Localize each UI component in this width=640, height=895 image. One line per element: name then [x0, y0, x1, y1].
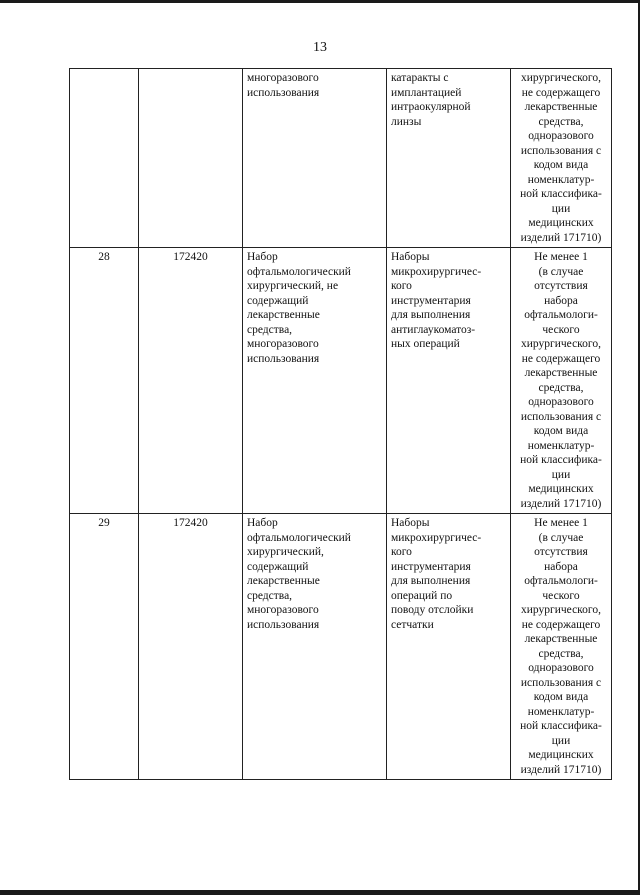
- cell-text-line: многоразового: [247, 604, 319, 616]
- cell-text-line: набора: [544, 294, 578, 307]
- cell-text-line: ции: [551, 202, 571, 215]
- cell-text-line: многоразового: [247, 72, 319, 84]
- cell-text-line: кого: [391, 546, 412, 558]
- cell-text-line: ции: [551, 468, 571, 481]
- quantity-cell: [511, 248, 612, 514]
- cell-text-line: хирургического,: [521, 604, 601, 616]
- cell-text-line: использования с: [520, 144, 602, 157]
- cell-text-line: кодом вида: [533, 159, 589, 171]
- cell-text-line: кого: [391, 280, 412, 292]
- table-row: [70, 69, 612, 248]
- row-number-cell: 28: [70, 248, 139, 514]
- row-number-cell: [70, 69, 139, 248]
- cell-text-line: изделий 171710): [520, 763, 602, 776]
- cell-text-line: ческого: [542, 589, 580, 602]
- cell-text-line: антиглаукоматоз-: [391, 323, 476, 336]
- device-name-cell: [243, 69, 387, 248]
- cell-text-line: отсутствия: [534, 280, 588, 292]
- cell-text-line: содержащий: [247, 560, 309, 573]
- cell-text-line: хирургический,: [247, 546, 324, 558]
- cell-text-line: медицинских: [528, 749, 594, 761]
- cell-text-line: (в случае: [538, 531, 584, 544]
- cell-text-line: Не менее 1: [534, 251, 588, 263]
- cell-text-line: средства,: [538, 115, 584, 128]
- cell-text-line: номенклатур-: [527, 705, 595, 718]
- cell-text-line: катаракты с: [391, 72, 449, 84]
- cell-text-line: (в случае: [538, 265, 584, 278]
- cell-text-line: многоразового: [247, 338, 319, 350]
- cell-text-line: инструментария: [391, 560, 471, 573]
- cell-text-line: изделий 171710): [520, 231, 602, 244]
- cell-text-line: Набор: [247, 251, 278, 263]
- cell-text-line: Наборы: [391, 251, 430, 263]
- cell-text-line: ции: [551, 734, 571, 747]
- cell-text-line: хирургического,: [521, 72, 601, 84]
- cell-text-line: Не менее 1: [534, 517, 588, 529]
- cell-text-line: офтальмологи-: [524, 309, 598, 321]
- cell-text-line: для выполнения: [391, 309, 471, 321]
- cell-text-line: для выполнения: [391, 575, 471, 587]
- cell-text-line: хирургический, не: [247, 280, 339, 292]
- cell-text-line: средства,: [247, 323, 293, 336]
- cell-text-line: средства,: [538, 381, 584, 394]
- device-name-cell: [243, 248, 387, 514]
- cell-text-line: офтальмологический: [247, 265, 351, 278]
- cell-text-line: средства,: [538, 647, 584, 660]
- row-number-cell: 29: [70, 514, 139, 780]
- quantity-cell: [511, 69, 612, 248]
- table-row: [70, 514, 612, 780]
- device-type-cell: [387, 514, 511, 780]
- cell-text-line: не содержащего: [521, 352, 601, 365]
- cell-text-line: медицинских: [528, 217, 594, 229]
- cell-text-line: ной классифика-: [520, 720, 602, 732]
- device-code-cell: [139, 69, 243, 248]
- cell-text-line: использования с: [520, 410, 602, 423]
- cell-text-line: изделий 171710): [520, 497, 602, 510]
- cell-text-line: средства,: [247, 589, 293, 602]
- cell-text-line: одноразового: [528, 396, 594, 408]
- cell-text-line: ной классифика-: [520, 454, 602, 466]
- cell-text-line: операций по: [391, 589, 453, 602]
- cell-text-line: использования: [247, 352, 320, 365]
- cell-text-line: лекарственные: [524, 367, 598, 379]
- device-code-cell: 172420: [139, 248, 243, 514]
- cell-text-line: интраокулярной: [391, 101, 471, 113]
- cell-text-line: лекарственные: [524, 633, 598, 645]
- scan-border-bottom: [0, 890, 640, 895]
- cell-text-line: ческого: [542, 323, 580, 336]
- device-code-cell: 172420: [139, 514, 243, 780]
- cell-text-line: сетчатки: [391, 618, 434, 631]
- device-type-cell: [387, 248, 511, 514]
- cell-text-line: микрохирургичес-: [391, 265, 482, 278]
- cell-text-line: офтальмологи-: [524, 575, 598, 587]
- cell-text-line: лекарственные: [247, 309, 320, 321]
- cell-text-line: лекарственные: [247, 575, 320, 587]
- cell-text-line: медицинских: [528, 483, 594, 495]
- cell-text-line: офтальмологический: [247, 531, 351, 544]
- cell-text-line: лекарственные: [524, 101, 598, 113]
- table-row: [70, 248, 612, 514]
- cell-text-line: содержащий: [247, 294, 309, 307]
- cell-text-line: использования: [247, 86, 320, 99]
- cell-text-line: линзы: [391, 115, 422, 128]
- cell-text-line: не содержащего: [521, 618, 601, 631]
- cell-text-line: одноразового: [528, 130, 594, 142]
- cell-text-line: Набор: [247, 517, 278, 529]
- quantity-cell: [511, 514, 612, 780]
- cell-text-line: поводу отслойки: [391, 604, 474, 616]
- cell-text-line: не содержащего: [521, 86, 601, 99]
- cell-text-line: номенклатур-: [527, 439, 595, 452]
- device-name-cell: [243, 514, 387, 780]
- scan-border-top: [0, 0, 640, 3]
- cell-text-line: номенклатур-: [527, 173, 595, 186]
- cell-text-line: имплантацией: [391, 86, 462, 99]
- cell-text-line: Наборы: [391, 517, 430, 529]
- cell-text-line: хирургического,: [521, 338, 601, 350]
- cell-text-line: микрохирургичес-: [391, 531, 482, 544]
- cell-text-line: набора: [544, 560, 578, 573]
- cell-text-line: кодом вида: [533, 691, 589, 703]
- cell-text-line: отсутствия: [534, 546, 588, 558]
- cell-text-line: ной классифика-: [520, 188, 602, 200]
- cell-text-line: использования: [247, 618, 320, 631]
- medical-devices-table: [69, 68, 612, 780]
- cell-text-line: кодом вида: [533, 425, 589, 437]
- cell-text-line: инструментария: [391, 294, 471, 307]
- page-number: 13: [313, 40, 327, 55]
- cell-text-line: использования с: [520, 676, 602, 689]
- device-type-cell: [387, 69, 511, 248]
- cell-text-line: одноразового: [528, 662, 594, 674]
- cell-text-line: ных операций: [391, 338, 460, 350]
